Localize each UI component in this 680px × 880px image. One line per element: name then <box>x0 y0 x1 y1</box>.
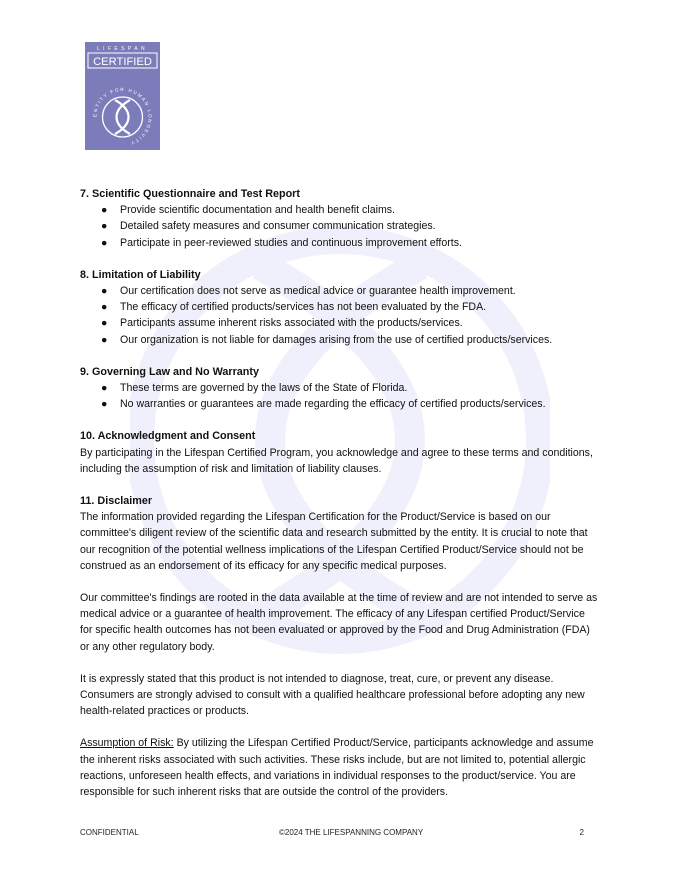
footer-copyright: ©2024 THE LIFESPANNING COMPANY <box>279 828 424 837</box>
bullet-icon: ● <box>101 301 108 314</box>
bullet-list <box>80 380 600 412</box>
page-number: 2 <box>579 828 584 837</box>
footer-confidential: CONFIDENTIAL <box>80 828 139 837</box>
section-limitation-of-liability <box>80 267 600 348</box>
section-scientific-questionnaire <box>80 186 600 251</box>
list-item: ● No warranties or guarantees are made regarding the efficacy of certified products/services. <box>80 396 600 412</box>
list-item: ● These terms are governed by the laws of the State of Florida. <box>80 380 600 396</box>
list-item: ● Provide scientific documentation and health benefit claims. <box>80 202 600 218</box>
paragraph: It is expressly stated that this product is not intended to diagnose, treat, cure, or prevent any disease. Consumers are strongly advised to consult with a qualified healthcare professional before adopting any new health-related practices or products. <box>80 672 585 718</box>
assumption-of-risk-paragraph <box>80 735 600 800</box>
risk-label: Assumption of Risk: <box>80 737 174 750</box>
section-heading: 7. Scientific Questionnaire and Test Report <box>80 188 300 200</box>
paragraph: Our committee's findings are rooted in the data available at the time of review and are not intended to serve as medical advice or a guarantee of health improvement. The efficacy of any Lifespan certified Product/Service for specific health outcomes has not been evaluated or approved by the Food and Drug Administration (FDA) or any other regulatory body. <box>80 592 598 653</box>
bullet-icon: ● <box>101 333 108 346</box>
bullet-icon: ● <box>101 204 108 217</box>
bullet-icon: ● <box>101 220 108 233</box>
list-item: ● The efficacy of certified products/services has not been evaluated by the FDA. <box>80 299 600 315</box>
bullet-icon: ● <box>101 382 108 395</box>
section-acknowledgment <box>80 428 600 477</box>
logo-top-text: LIFESPAN <box>96 46 149 52</box>
section-governing-law <box>80 364 600 413</box>
section-heading: 9. Governing Law and No Warranty <box>80 365 259 378</box>
bullet-list <box>80 283 600 348</box>
logo-main-text: CERTIFIED <box>93 56 152 68</box>
list-item: ● Our organization is not liable for damages arising from the use of certified products/services. <box>80 332 600 348</box>
list-item: ● Our certification does not serve as medical advice or guarantee health improvement. <box>80 283 600 299</box>
bullet-icon: ● <box>101 317 108 330</box>
bullet-icon: ● <box>101 398 108 411</box>
list-item: ● Participants assume inherent risks associated with the products/services. <box>80 315 600 331</box>
logo-ring-text: ENTITY FOR HUMAN LONGEVITY <box>92 86 153 146</box>
bullet-icon: ● <box>101 285 108 298</box>
paragraph: The information provided regarding the Lifespan Certification for the Product/Service is based on our committee's diligent review of the scientific data and research submitted by the entity. It is crucial to note that our recognition of the potential wellness implications of the Lifespan Certified Product/Service should not be construed as an endorsement of its efficacy for any specific medical purposes. <box>80 511 588 572</box>
section-heading: 10. Acknowledgment and Consent <box>80 430 256 443</box>
paragraph: By participating in the Lifespan Certified Program, you acknowledge and agree to these terms and conditions, including the assumption of risk and limitation of liability clauses. <box>80 446 593 475</box>
list-item: ● Participate in peer-reviewed studies and continuous improvement efforts. <box>80 235 600 251</box>
bullet-list <box>80 202 600 251</box>
bullet-icon: ● <box>101 236 108 249</box>
lifespan-certified-logo <box>85 42 160 150</box>
risk-text: By utilizing the Lifespan Certified Product/Service, participants acknowledge and assume the inherent risks associated with such activities. These risks include, but are not limited to, potential allergic reactions, unforeseen health effects, and variations in individual responses to the product/service. You are responsible for such inherent risks that are outside the control of the providers. <box>80 737 594 799</box>
section-disclaimer <box>80 493 600 800</box>
document-body <box>80 186 600 816</box>
section-heading: 8. Limitation of Liability <box>80 268 201 281</box>
list-item: ● Detailed safety measures and consumer communication strategies. <box>80 218 600 234</box>
section-heading: 11. Disclaimer <box>80 495 153 508</box>
